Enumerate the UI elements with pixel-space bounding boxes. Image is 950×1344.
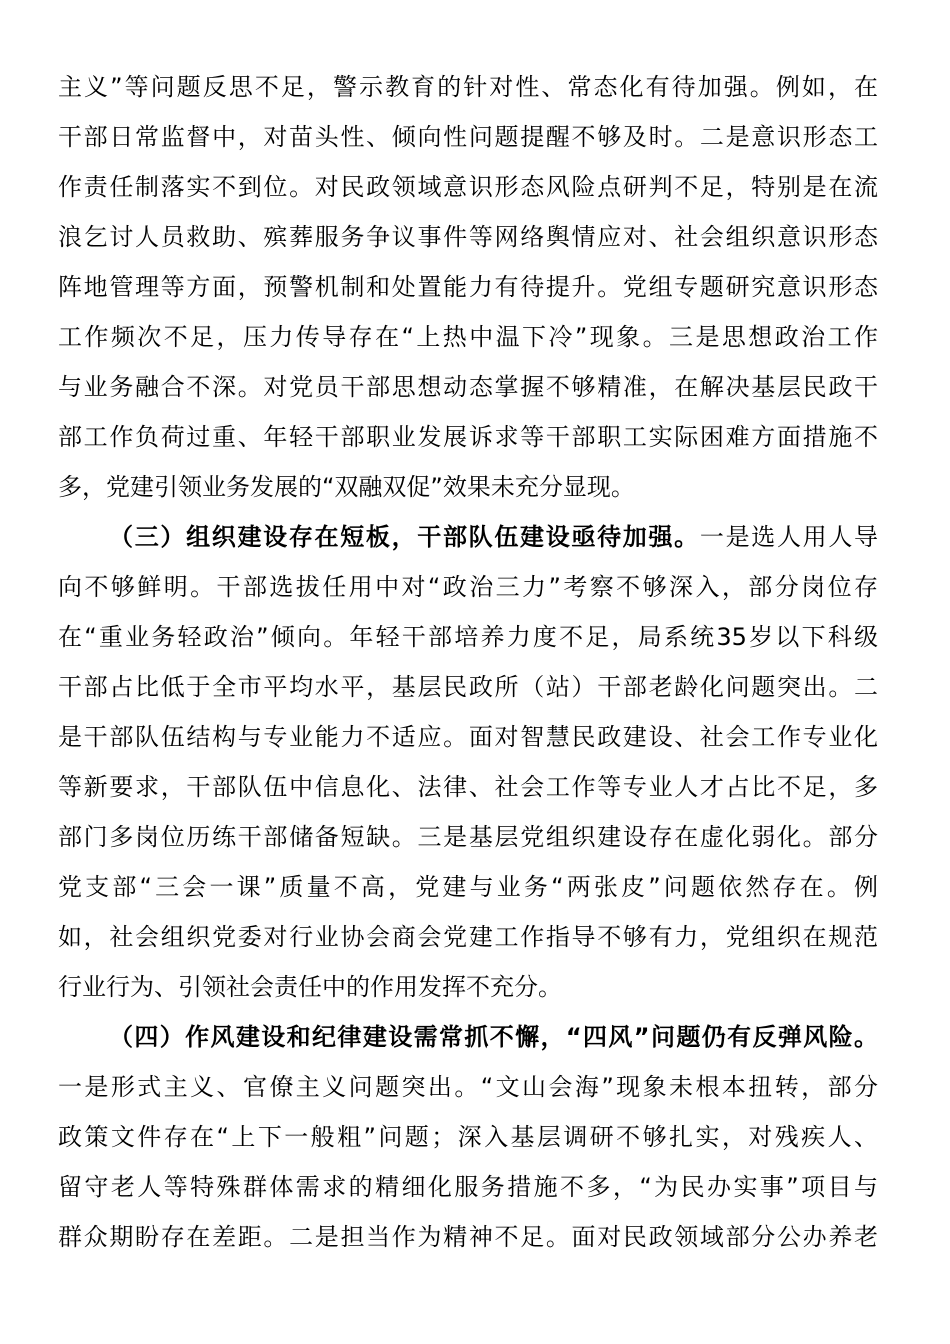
text-line xyxy=(58,1112,878,1162)
text-line xyxy=(58,562,878,612)
line-text: 在“重业务轻政治”倾向。年轻干部培养力度不足，局系统35岁以下科级 xyxy=(58,623,878,651)
section-3-heading-line xyxy=(58,512,878,562)
line-text: 等新要求，干部队伍中信息化、法律、社会工作等专业人才占比不足，多 xyxy=(58,773,878,801)
line-text: 干部日常监督中，对苗头性、倾向性问题提醒不够及时。二是意识形态工 xyxy=(58,123,878,151)
line-text: 工作频次不足，压力传导存在“上热中温下冷”现象。三是思想政治工作 xyxy=(58,323,878,351)
line-text: 阵地管理等方面，预警机制和处置能力有待提升。党组专题研究意识形态 xyxy=(58,273,878,301)
line-text: 如，社会组织党委对行业协会商会党建工作指导不够有力，党组织在规范 xyxy=(58,923,878,951)
line-text: 留守老人等特殊群体需求的精细化服务措施不多，“为民办实事”项目与 xyxy=(58,1173,878,1201)
text-line xyxy=(58,612,878,662)
text-line xyxy=(58,212,878,262)
text-line xyxy=(58,412,878,462)
text-line xyxy=(58,762,878,812)
line-text: 政策文件存在“上下一般粗”问题；深入基层调研不够扎实，对残疾人、 xyxy=(58,1123,878,1151)
line-text: 一是形式主义、官僚主义问题突出。“文山会海”现象未根本扭转，部分 xyxy=(58,1073,878,1101)
text-line xyxy=(58,362,878,412)
text-line xyxy=(58,262,878,312)
line-text: 浪乞讨人员救助、殡葬服务争议事件等网络舆情应对、社会组织意识形态 xyxy=(58,223,878,251)
text-line xyxy=(58,112,878,162)
line-text: 一是选人用人导 xyxy=(699,523,878,551)
text-line xyxy=(58,862,878,912)
line-text: 多，党建引领业务发展的“双融双促”效果未充分显现。 xyxy=(58,473,635,501)
text-line xyxy=(58,812,878,862)
line-text: 党支部“三会一课”质量不高，党建与业务“两张皮”问题依然存在。例 xyxy=(58,873,878,901)
text-line xyxy=(58,1212,878,1262)
line-text: 部门多岗位历练干部储备短缺。三是基层党组织建设存在虚化弱化。部分 xyxy=(58,823,878,851)
section-3-heading: （三）组织建设存在短板，干部队伍建设亟待加强。 xyxy=(109,523,700,551)
line-text: 群众期盼存在差距。二是担当作为精神不足。面对民政领域部分公办养老 xyxy=(58,1223,878,1251)
line-text: 部工作负荷过重、年轻干部职业发展诉求等干部职工实际困难方面措施不 xyxy=(58,423,878,451)
text-line xyxy=(58,1162,878,1212)
text-line xyxy=(58,162,878,212)
line-text: 向不够鲜明。干部选拔任用中对“政治三力”考察不够深入，部分岗位存 xyxy=(58,573,878,601)
document-body xyxy=(58,62,878,1262)
section-4-heading-line xyxy=(58,1012,878,1062)
line-text: 与业务融合不深。对党员干部思想动态掌握不够精准，在解决基层民政干 xyxy=(58,373,878,401)
line-text: 行业行为、引领社会责任中的作用发挥不充分。 xyxy=(58,973,562,1001)
paragraph-end-line xyxy=(58,962,878,1012)
text-line xyxy=(58,62,878,112)
text-line xyxy=(58,662,878,712)
section-4-heading: （四）作风建设和纪律建设需常抓不懈，“四风”问题仍有反弹风险。 xyxy=(109,1023,878,1051)
paragraph-end-line xyxy=(58,462,878,512)
text-line xyxy=(58,312,878,362)
line-text: 干部占比低于全市平均水平，基层民政所（站）干部老龄化问题突出。二 xyxy=(58,673,878,701)
line-text: 是干部队伍结构与专业能力不适应。面对智慧民政建设、社会工作专业化 xyxy=(58,723,878,751)
text-line xyxy=(58,912,878,962)
text-line xyxy=(58,1062,878,1112)
line-text: 作责任制落实不到位。对民政领域意识形态风险点研判不足，特别是在流 xyxy=(58,173,878,201)
text-line xyxy=(58,712,878,762)
line-text: 主义”等问题反思不足，警示教育的针对性、常态化有待加强。例如，在 xyxy=(58,73,878,101)
